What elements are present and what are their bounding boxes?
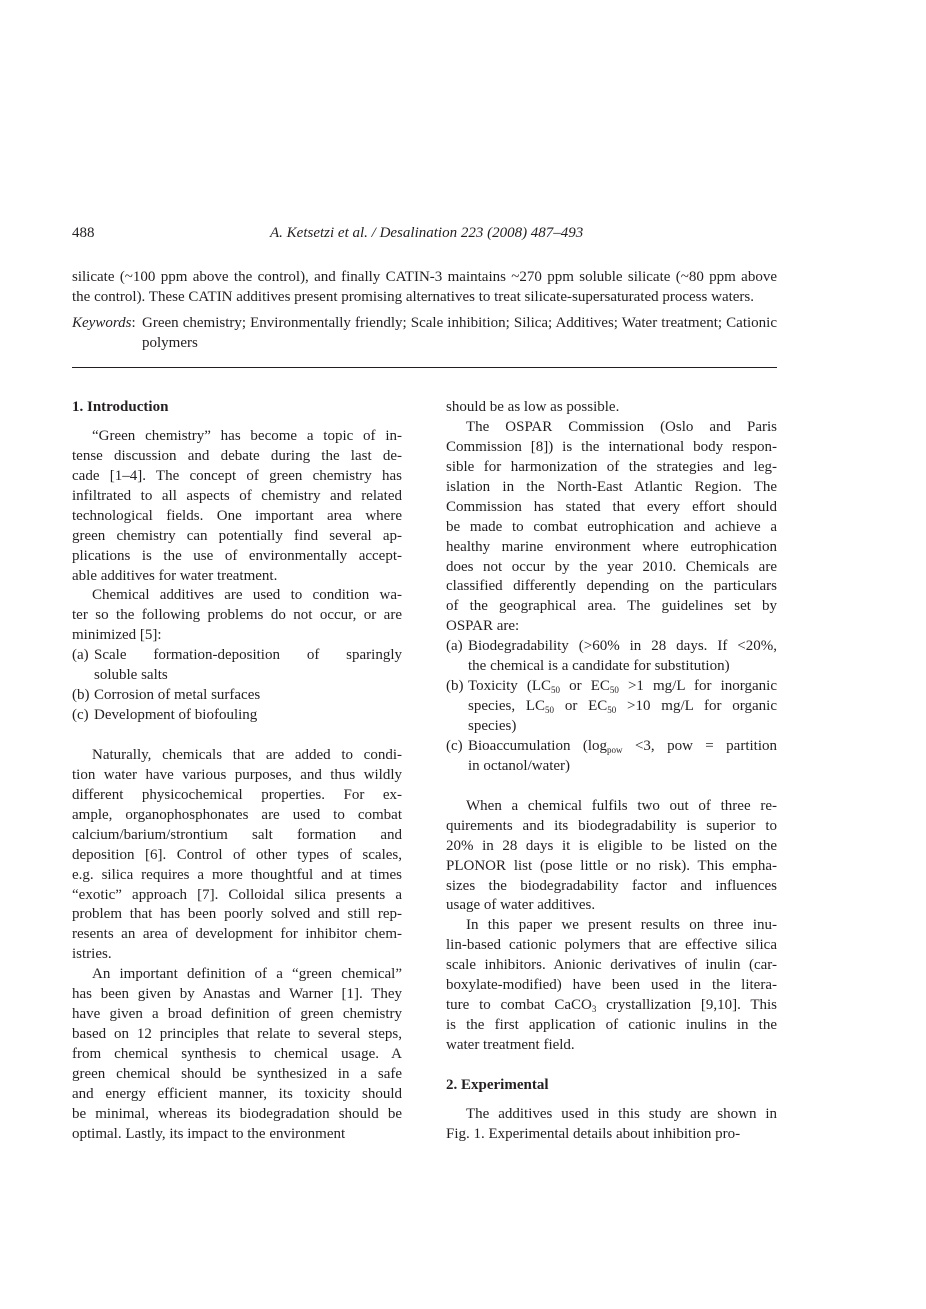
text-line: based on 12 principles that relate to several steps, [72,1026,402,1043]
list-item [446,637,777,677]
text-line: islation in the North-East Atlantic Region. The [446,478,777,495]
text-line: PLONOR list (pose little or no risk). This empha- [446,857,777,874]
text-line: Biodegradability (>60% in 28 days. If <20%, [468,638,777,655]
text-line: Naturally, chemicals that are added to condi- [92,746,402,763]
text-line: tense discussion and debate during the last de- [72,447,402,464]
paragraph [446,797,777,917]
text-line [468,737,777,757]
list-item [446,737,777,777]
text-line: Commission has stated that every effort should [446,498,777,515]
text-line: In this paper we present results on three inu- [466,917,777,934]
text-line: infiltrated to all aspects of chemistry and related [72,487,402,504]
text-line: problem that has been poorly solved and still rep- [72,906,402,923]
list-label: (a) [72,647,89,664]
paragraph [72,586,402,646]
text-line: classified differently depending on the particulars [446,578,777,595]
paragraph [446,916,777,1056]
list-item [72,686,402,706]
text-line: from chemical synthesis to chemical usage. A [72,1046,402,1063]
abstract-line: silicate (~100 ppm above the control), and finally CATIN-3 maintains ~270 ppm soluble silicate (~80 ppm above [72,269,777,285]
text-line: sible for harmonization of the strategies and leg- [446,458,777,475]
text-line: able additives for water treatment. [72,567,278,584]
list-label: (b) [72,687,90,704]
text-line: Chemical additives are used to condition wa- [92,587,402,604]
text-line [468,697,777,717]
paragraph [72,427,402,587]
list-body [94,646,402,686]
text-line: should be as low as possible. [446,399,620,415]
abstract-line: the control). These CATIN additives present promising alternatives to treat silicate-supersaturated process waters. [72,288,755,305]
text-line: is the first application of cationic inulins in the [446,1017,777,1034]
text-segment: <3, pow = partition [622,737,777,754]
text-line: healthy marine environment where eutrophication [446,538,777,555]
text-segment: or EC [554,698,608,715]
text-line: When a chemical fulfils two out of three re- [466,797,777,814]
text-line: of the geographical area. The guidelines set by [446,598,777,615]
text-line: tion water have various purposes, and thus wildly [72,766,402,783]
text-line: minimized [5]: [72,627,162,644]
text-line: does not occur by the year 2010. Chemicals are [446,558,777,575]
text-line: be minimal, whereas its biodegradation should be [72,1105,402,1122]
keywords-label: Keywords [72,315,132,331]
list-label: (b) [446,678,464,695]
paragraph [446,418,777,637]
text-segment: species, LC [468,698,546,715]
text-line: An important definition of a “green chemical” [92,966,402,983]
text-line: in octanol/water) [468,757,571,774]
left-column [72,398,402,1145]
keywords-colon: : [131,315,136,331]
text-line: “exotic” approach [7]. Colloidal silica presents a [72,886,402,903]
text-line: Development of biofouling [94,707,258,724]
text-line: ample, organophosphonates are used to combat [72,806,402,823]
subscript: pow [607,744,623,755]
text-line: cade [1–4]. The concept of green chemistry has [72,467,402,484]
text-line: optimal. Lastly, its impact to the environment [72,1125,346,1142]
list-body [468,737,777,777]
text-line: usage of water additives. [446,897,596,914]
list-label: (c) [446,737,463,754]
subscript: 3 [591,1004,597,1015]
text-segment: >10 mg/L for organic [616,698,777,715]
text-line: scale inhibitors. Anionic derivatives of inulin (car- [446,957,777,974]
text-line: OSPAR are: [446,618,520,635]
section-divider [72,367,777,368]
text-line: green chemistry can potentially find several ap- [72,527,402,544]
paragraph [446,1105,777,1145]
text-line: ter so the following problems do not occur, or are [72,607,402,624]
text-line: technological fields. One important area where [72,507,402,524]
keywords [72,314,777,354]
text-segment: ture to combat CaCO [446,997,592,1014]
text-line: be made to combat eutrophication and achieve a [446,518,777,535]
text-line: boxylate-modified) have been used in the litera- [446,977,777,994]
text-line: deposition [6]. Control of other types of scales, [72,846,402,863]
list-body [468,637,777,677]
text-line: plications is the use of environmentally accept- [72,547,402,564]
text-line: calcium/barium/strontium salt formation and [72,826,402,843]
list-label: (a) [446,638,463,655]
text-line: has been given by Anastas and Warner [1]. They [72,986,402,1003]
text-line: the chemical is a candidate for substitution) [468,658,730,675]
section-heading: 1. Introduction [72,399,169,415]
text-segment: or EC [560,678,610,695]
section-heading: 2. Experimental [446,1076,549,1093]
text-segment: crystallization [9,10]. This [596,997,777,1014]
subscript: 50 [607,705,617,716]
right-column [446,398,777,1145]
text-line: Commission [8]) is the international body respon- [446,438,777,455]
text-line: Scale formation-deposition of sparingly [94,647,402,664]
paragraph [446,398,777,418]
list-body [94,686,402,706]
text-segment: Toxicity (LC [468,678,552,695]
text-line: The OSPAR Commission (Oslo and Paris [466,418,777,435]
paragraph [72,746,402,965]
page-number: 488 [72,225,95,241]
list [72,646,402,726]
subscript: 50 [551,685,561,696]
keywords-line: polymers [142,334,198,351]
text-segment: >1 mg/L for inorganic [618,678,777,695]
text-line: sizes the biodegradability factor and influences [446,877,777,894]
text-line: green chemical should be synthesized in a safe [72,1065,402,1082]
text-line: istries. [72,946,112,963]
text-line: species) [468,718,517,734]
list-label: (c) [72,707,89,724]
text-line [446,996,777,1016]
list-item [72,706,402,726]
list-item [72,646,402,686]
text-segment: Bioaccumulation (log [468,737,608,754]
paragraph [72,965,402,1144]
text-line: resents an area of development for inhibitor chem- [72,926,402,943]
text-line: water treatment field. [446,1037,575,1053]
text-line [468,677,777,697]
keywords-line: Green chemistry; Environmentally friendly; Scale inhibition; Silica; Additives; Water treatment; Cationic [142,315,777,331]
text-line: lin-based cationic polymers that are effective silica [446,937,777,954]
text-line: quirements and its biodegradability is superior to [446,817,777,834]
list-body [94,706,402,726]
text-line: have given a broad definition of green chemistry [72,1006,402,1023]
text-line: Corrosion of metal surfaces [94,687,261,704]
list [446,637,777,777]
text-line: 20% in 28 days it is eligible to be listed on the [446,837,777,854]
subscript: 50 [609,685,619,696]
text-line: soluble salts [94,667,168,684]
text-line: The additives used in this study are shown in [466,1105,777,1122]
running-title: A. Ketsetzi et al. / Desalination 223 (2008) 487–493 [270,225,584,241]
list-body [468,677,777,737]
text-line: “Green chemistry” has become a topic of in- [92,427,402,444]
list-item [446,677,777,737]
text-line: e.g. silica requires a more thoughtful and at times [72,866,402,883]
text-line: different physicochemical properties. For ex- [72,786,402,803]
text-line: Fig. 1. Experimental details about inhibition pro- [446,1125,741,1142]
abstract [72,268,777,308]
subscript: 50 [545,705,555,716]
text-line: and energy efficient manner, its toxicity should [72,1085,402,1102]
